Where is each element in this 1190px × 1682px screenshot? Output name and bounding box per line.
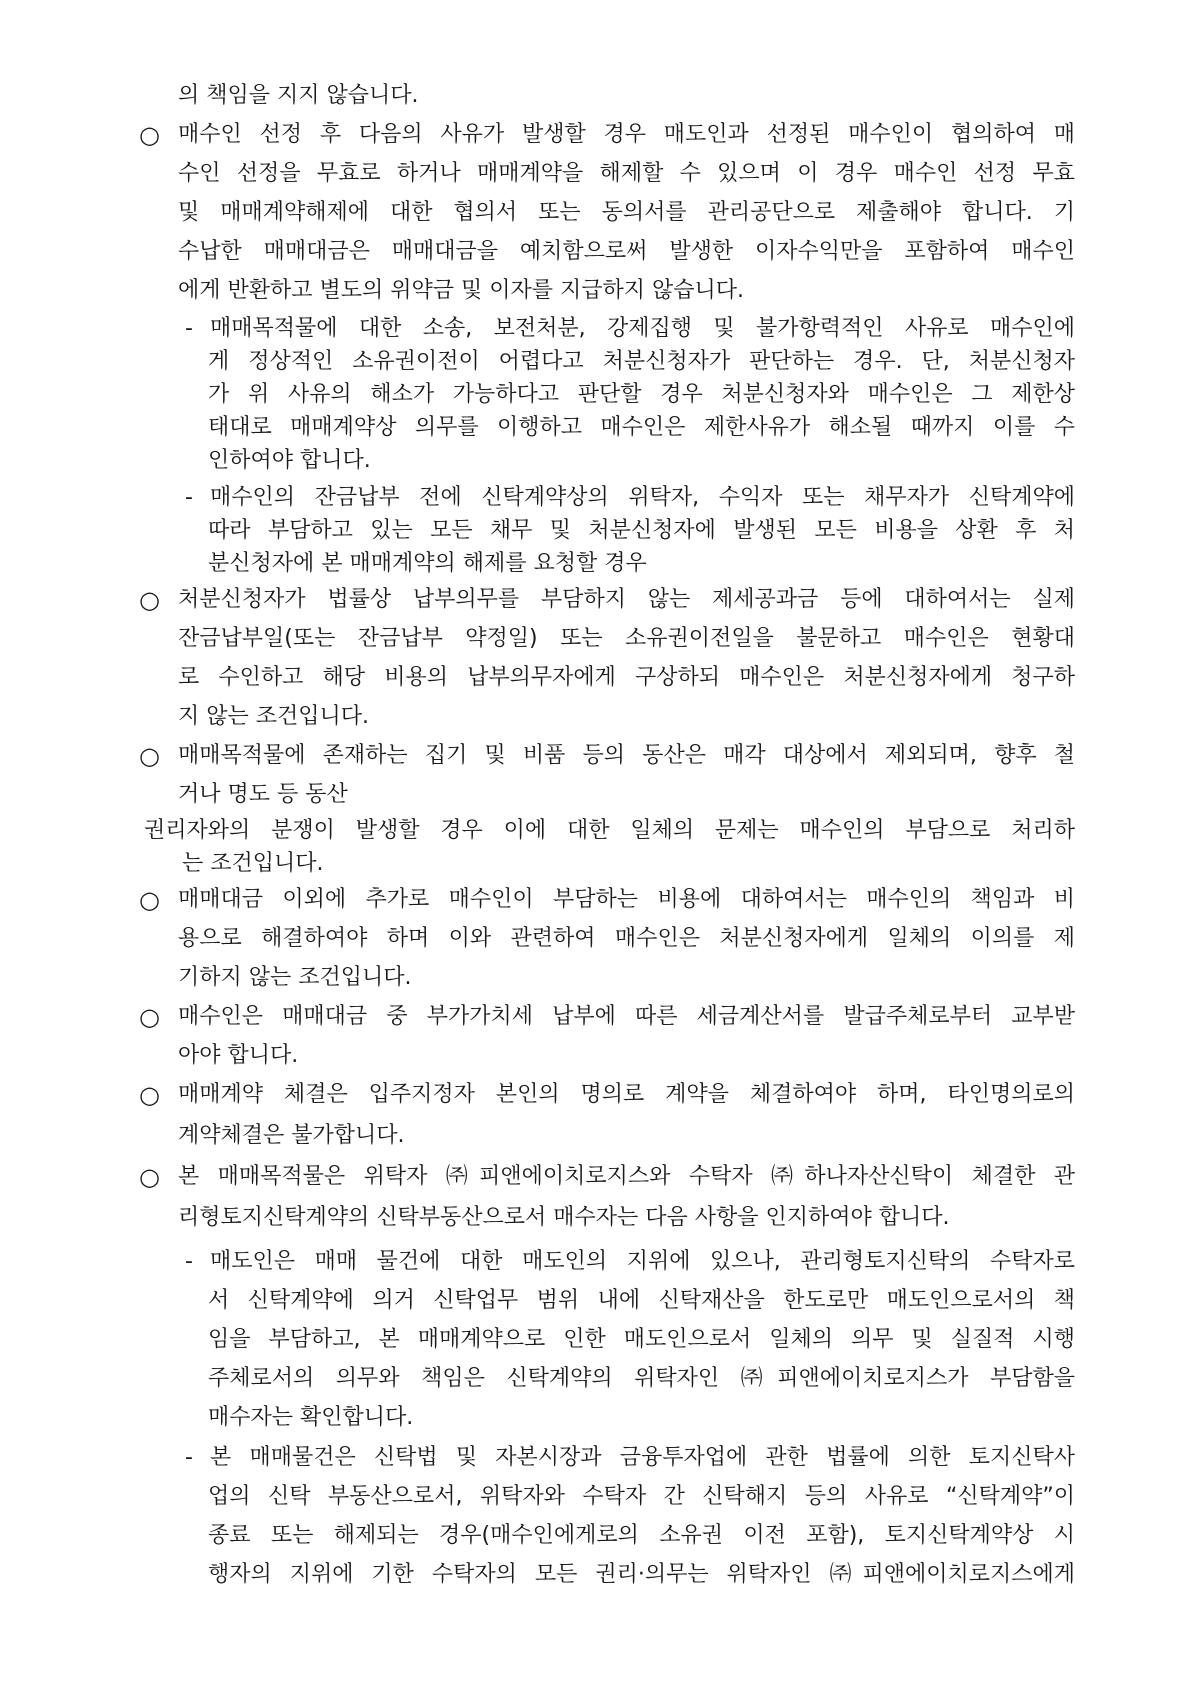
bullet-circle: ○	[139, 1003, 160, 1031]
dash-marker: -	[185, 1249, 193, 1274]
text-line: 매수인 선정 후 다음의 사유가 발생할 경우 매도인과 선정된 매수인이 협의하여 매	[178, 122, 1075, 147]
text-line: 에게 반환하고 별도의 위약금 및 이자를 지급하지 않습니다.	[178, 278, 744, 303]
text-line: 매도인은 매매 물건에 대한 매도인의 지위에 있으나, 관리형토지신탁의 수탁자로	[210, 1249, 1075, 1274]
text-line: 매수자는 확인합니다.	[208, 1405, 414, 1430]
text-line: 로 수인하고 해당 비용의 납부의무자에게 구상하되 매수인은 처분신청자에게 청구하	[178, 665, 1075, 690]
text-line: 계약체결은 불가합니다.	[178, 1123, 405, 1148]
text-line: 임을 부담하고, 본 매매계약으로 인한 매도인으로서 일체의 의무 및 실질적 시행	[208, 1327, 1075, 1352]
text-line: 종료 또는 해제되는 경우(매수인에게로의 소유권 이전 포함), 토지신탁계약상 시	[208, 1523, 1075, 1548]
text-line: 매매대금 이외에 추가로 매수인이 부담하는 비용에 대하여서는 매수인의 책임과 비	[178, 887, 1075, 912]
text-line: 용으로 해결하여야 하며 이와 관련하여 매수인은 처분신청자에게 일체의 이의를 제	[178, 926, 1075, 951]
dash-marker: -	[185, 485, 193, 510]
text-line: 처분신청자가 법률상 납부의무를 부담하지 않는 제세공과금 등에 대하여서는 실제	[178, 587, 1075, 612]
text-line: 본 매매물건은 신탁법 및 자본시장과 금융투자업에 관한 법률에 의한 토지신탁사	[210, 1445, 1075, 1470]
text-line: 권리자와의 분쟁이 발생할 경우 이에 대한 일체의 문제는 매수인의 부담으로 처리하	[144, 818, 1075, 843]
text-line: 주체로서의 의무와 책임은 신탁계약의 위탁자인 ㈜피앤에이치로지스가 부담함을	[208, 1366, 1075, 1391]
text-line: 매매목적물에 대한 소송, 보전처분, 강제집행 및 불가항력적인 사유로 매수인에	[210, 316, 1075, 341]
text-line: 매수인은 매매대금 중 부가가치세 납부에 따른 세금계산서를 발급주체로부터 교부받	[178, 1004, 1075, 1029]
text-line: 행자의 지위에 기한 수탁자의 모든 권리·의무는 위탁자인 ㈜피앤에이치로지스에게	[208, 1562, 1075, 1587]
text-line: 본 매매목적물은 위탁자 ㈜피앤에이치로지스와 수탁자 ㈜하나자산신탁이 체결한 관	[178, 1164, 1075, 1189]
text-line: 수납한 매매대금은 매매대금을 예치함으로써 발생한 이자수익만을 포함하여 매수인	[178, 239, 1075, 264]
text-line: 인하여야 합니다.	[208, 448, 371, 473]
text-line: 서 신탁계약에 의거 신탁업무 범위 내에 신탁재산을 한도로만 매도인으로서의 책	[208, 1288, 1075, 1313]
text-line: 의 책임을 지지 않습니다.	[178, 83, 419, 108]
bullet-circle: ○	[139, 1081, 160, 1109]
bullet-circle: ○	[139, 742, 160, 770]
text-line: 잔금납부일(또는 잔금납부 약정일) 또는 소유권이전일을 불문하고 매수인은 현황대	[178, 626, 1075, 651]
bullet-circle: ○	[139, 121, 160, 149]
text-line: 는 조건입니다.	[182, 851, 324, 876]
text-line: 거나 명도 등 동산	[178, 782, 348, 807]
text-line: 기하지 않는 조건입니다.	[178, 965, 412, 990]
text-line: 태대로 매매계약상 의무를 이행하고 매수인은 제한사유가 해소될 때까지 이를 수	[208, 415, 1075, 440]
text-line: 게 정상적인 소유권이전이 어렵다고 처분신청자가 판단하는 경우. 단, 처분신청자	[208, 349, 1075, 374]
text-line: 매수인의 잔금납부 전에 신탁계약상의 위탁자, 수익자 또는 채무자가 신탁계약에	[210, 485, 1075, 510]
dash-marker: -	[185, 1445, 193, 1470]
text-line: 리형토지신탁계약의 신탁부동산으로서 매수자는 다음 사항을 인지하여야 합니다.	[178, 1205, 950, 1230]
bullet-circle: ○	[139, 586, 160, 614]
text-line: 수인 선정을 무효로 하거나 매매계약을 해제할 수 있으며 이 경우 매수인 선정 무효	[178, 161, 1075, 186]
dash-marker: -	[185, 316, 193, 341]
text-line: 및 매매계약해제에 대한 협의서 또는 동의서를 관리공단으로 제출해야 합니다. 기	[178, 200, 1075, 225]
text-line: 따라 부담하고 있는 모든 채무 및 처분신청자에 발생된 모든 비용을 상환 후 처	[208, 518, 1075, 543]
text-line: 아야 합니다.	[178, 1043, 299, 1068]
bullet-circle: ○	[139, 886, 160, 914]
text-line: 매매목적물에 존재하는 집기 및 비품 등의 동산은 매각 대상에서 제외되며, 향후 철	[178, 743, 1075, 768]
text-line: 분신청자에 본 매매계약의 해제를 요청할 경우	[208, 551, 647, 576]
text-line: 지 않는 조건입니다.	[178, 704, 369, 729]
text-line: 가 위 사유의 해소가 가능하다고 판단할 경우 처분신청자와 매수인은 그 제한상	[208, 382, 1075, 407]
text-line: 매매계약 체결은 입주지정자 본인의 명의로 계약을 체결하여야 하며, 타인명의로의	[178, 1082, 1075, 1107]
bullet-circle: ○	[139, 1163, 160, 1191]
text-line: 업의 신탁 부동산으로서, 위탁자와 수탁자 간 신탁해지 등의 사유로 “신탁계약”이	[208, 1484, 1075, 1509]
